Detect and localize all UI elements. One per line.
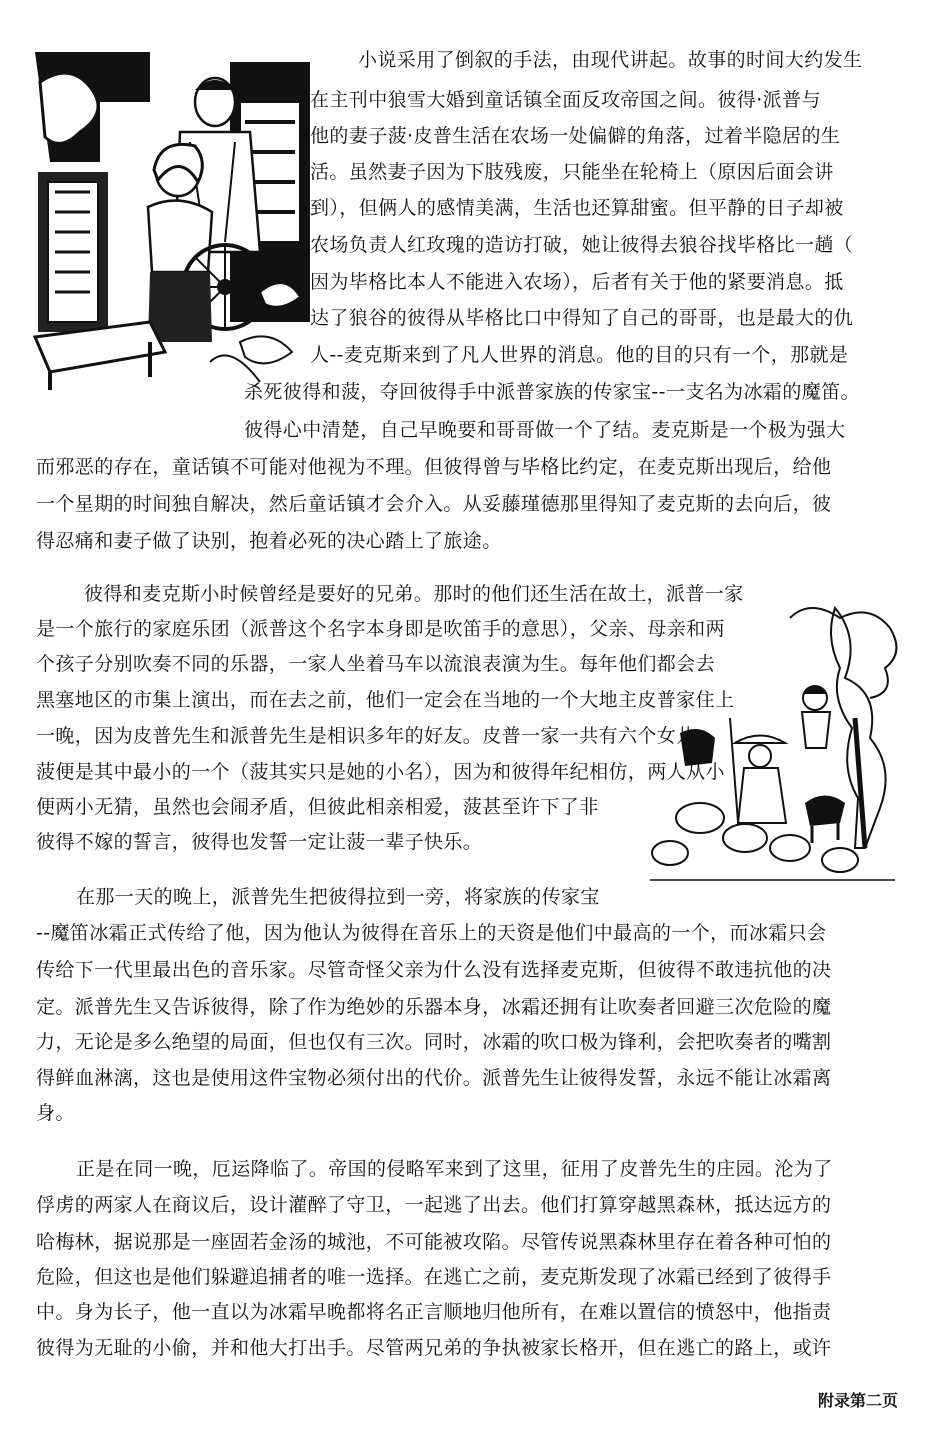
paragraph-1-line-6: 农场负责人红玫瑰的造访打破，她让彼得去狼谷找毕格比一趟（ bbox=[310, 234, 854, 256]
paragraph-1-line-12: 而邪恶的存在，童话镇不可能对他视为不理。但彼得曾与毕格比约定，在麦克斯出现后，给他 bbox=[36, 456, 832, 478]
paragraph-1-line-8: 达了狼谷的彼得从毕格比口中得知了自己的哥哥，也是最大的仇 bbox=[310, 307, 854, 329]
paragraph-4-line-2: 俘虏的两家人在商议后，设计灌醉了守卫，一起逃了出去。他们打算穿越黑森林，抵达远方的 bbox=[36, 1194, 832, 1216]
paragraph-3-line-1: 在那一天的晚上，派普先生把彼得拉到一旁，将家族的传家宝 bbox=[76, 886, 600, 908]
paragraph-3-line-2: --魔笛冰霜正式传给了他，因为他认为彼得在音乐上的天资是他们中最高的一个，而冰霜只会 bbox=[36, 922, 827, 944]
paragraph-4-line-1: 正是在同一晚，厄运降临了。帝国的侵略军来到了这里，征用了皮普先生的庄园。沦为了 bbox=[76, 1158, 833, 1180]
paragraph-1-line-9: 人--麦克斯来到了凡人世界的消息。他的目的只有一个，那就是 bbox=[310, 344, 849, 366]
paragraph-2-line-1: 彼得和麦克斯小时候曾经是要好的兄弟。那时的他们还生活在故土，派普一家 bbox=[84, 583, 744, 605]
paragraph-2-line-4: 黑塞地区的市集上演出，而在去之前，他们一定会在当地的一个大地主皮普家住上 bbox=[36, 689, 735, 711]
paragraph-2-line-3: 个孩子分别吹奏不同的乐器，一家人坐着马车以流浪表演为生。每年他们都会去 bbox=[36, 653, 716, 675]
paragraph-1-line-3: 他的妻子菠·皮普生活在农场一处偏僻的角落，过着半隐居的生 bbox=[310, 125, 841, 147]
paragraph-3-line-5: 力，无论是多么绝望的局面，但也仅有三次。同时，冰霜的吹口极为锋利，会把吹奏者的嘴割 bbox=[36, 1031, 832, 1053]
paragraph-2-line-5: 一晚，因为皮普先生和派普先生是相识多年的好友。皮普一家一共有六个女儿， bbox=[36, 725, 716, 747]
paragraph-1-line-4: 活。虽然妻子因为下肢残废，只能坐在轮椅上（原因后面会讲 bbox=[310, 161, 834, 183]
paragraph-4-line-5: 中。身为长子，他一直以为冰霜早晚都将名正言顺地归他所有，在难以置信的愤怒中，他指责 bbox=[36, 1301, 832, 1323]
paragraph-1-line-2: 在主刊中狼雪大婚到童话镇全面反攻帝国之间。彼得·派普与 bbox=[310, 89, 821, 111]
paragraph-2-line-8: 彼得不嫁的誓言，彼得也发誓一定让菠一辈子快乐。 bbox=[36, 831, 483, 853]
paragraph-1-line-13: 一个星期的时间独自解决，然后童话镇才会介入。从妥藤瑾德那里得知了麦克斯的去向后，彼 bbox=[36, 493, 832, 515]
paragraph-1-line-1: 小说采用了倒叙的手法，由现代讲起。故事的时间大约发生 bbox=[358, 49, 863, 71]
paragraph-4-line-4: 危险，但这也是他们躲避追捕者的唯一选择。在逃亡之前，麦克斯发现了冰霜已经到了彼得手 bbox=[36, 1266, 832, 1288]
paragraph-3-line-6: 得鲜血淋漓，这也是使用这件宝物必须付出的代价。派普先生让彼得发誓，永远不能让冰霜离 bbox=[36, 1067, 832, 1089]
paragraph-3-line-4: 定。派普先生又告诉彼得，除了作为绝妙的乐器本身，冰霜还拥有让吹奏者回避三次危险的魔 bbox=[36, 996, 832, 1018]
paragraph-1-line-11: 彼得心中清楚，自己早晚要和哥哥做一个了结。麦克斯是一个极为强大 bbox=[244, 419, 846, 441]
paragraph-1-line-5: 到），但俩人的感情美满，生活也还算甜蜜。但平静的日子却被 bbox=[310, 197, 844, 219]
paragraph-2-line-2: 是一个旅行的家庭乐团（派普这个名字本身即是吹笛手的意思），父亲、母亲和两 bbox=[36, 618, 725, 640]
paragraph-2-line-7: 便两小无猜，虽然也会闹矛盾，但彼此相亲相爱，菠甚至许下了非 bbox=[36, 796, 599, 818]
paragraph-4-line-3: 哈梅林，据说那是一座固若金汤的城池，不可能被攻陷。尽管传说黑森林里存在着各种可怕的 bbox=[36, 1231, 832, 1253]
paragraph-1-line-7: 因为毕格比本人不能进入农场），后者有关于他的紧要消息。抵 bbox=[310, 271, 844, 293]
paragraph-1-line-10: 杀死彼得和菠，夺回彼得手中派普家族的传家宝--一支名为冰霜的魔笛。 bbox=[244, 381, 860, 403]
paragraph-2-line-6: 菠便是其中最小的一个（菠其实只是她的小名），因为和彼得年纪相仿，两人从小 bbox=[36, 761, 725, 783]
paragraph-4-line-6: 彼得为无耻的小偷，并和他大打出手。尽管两兄弟的争执被家长格开，但在逃亡的路上，或许 bbox=[36, 1337, 832, 1359]
paragraph-3-line-7: 身。 bbox=[36, 1102, 75, 1124]
paragraph-3-line-3: 传给下一代里最出色的音乐家。尽管奇怪父亲为什么没有选择麦克斯，但彼得不敢违抗他的决 bbox=[36, 959, 832, 981]
paragraph-1-line-14: 得忍痛和妻子做了诀别，抱着必死的决心踏上了旅途。 bbox=[36, 530, 502, 552]
page-number: 附录第二页 bbox=[817, 1391, 898, 1410]
couple-wheelchair-illustration bbox=[30, 42, 315, 392]
